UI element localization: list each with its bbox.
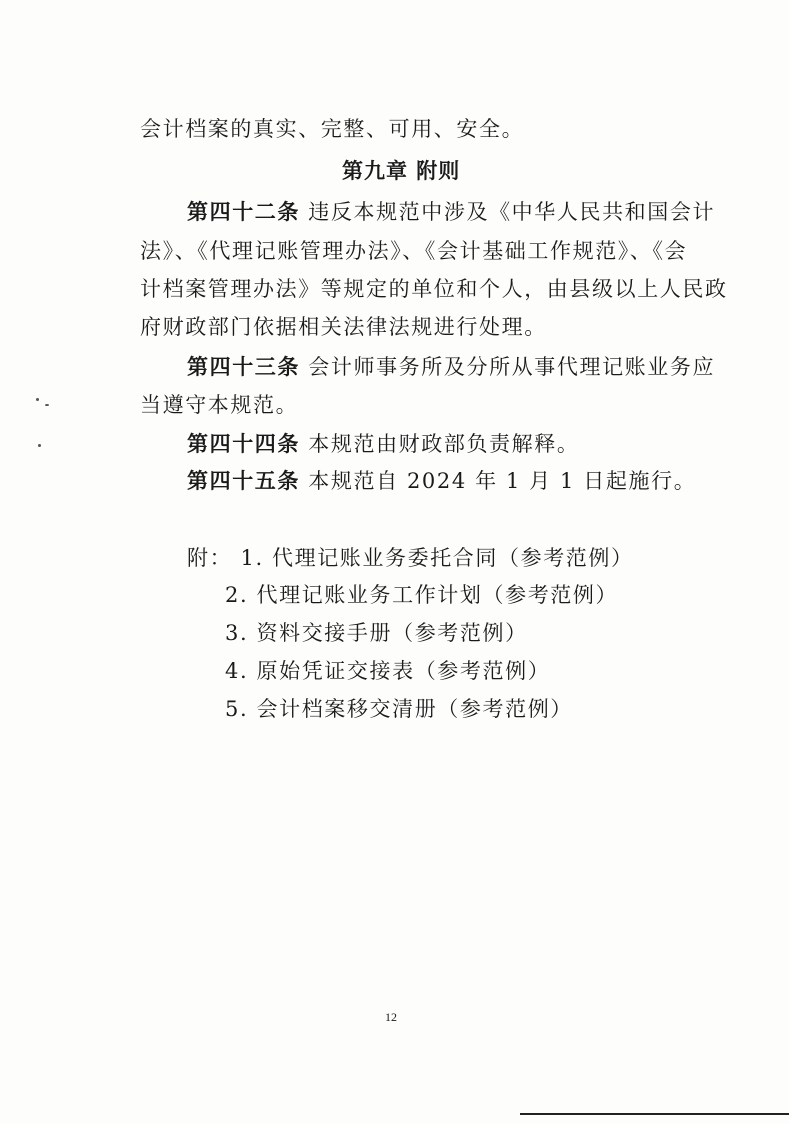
article-45-line-1 <box>187 468 696 494</box>
continuation-text: 会计档案的真实、完整、可用、安全。 <box>140 117 525 141</box>
chapter-heading: 第九章 附则 <box>342 159 461 183</box>
article-45-text: 本规范自 2024 年 1 月 1 日起施行。 <box>308 469 697 493</box>
article-42-text: 违反本规范中涉及《中华人民共和国会计 <box>308 200 716 224</box>
page-number: 12 <box>385 1010 397 1024</box>
appendix-label: 附： <box>187 546 233 570</box>
article-42-line-1 <box>187 199 715 225</box>
article-42-number: 第四十二条 <box>187 200 300 224</box>
appendix-item: 2. 代理记账业务工作计划（参考范例） <box>225 583 619 607</box>
appendix-item: 4. 原始凭证交接表（参考范例） <box>225 659 551 683</box>
article-43-line-1 <box>187 354 715 380</box>
article-43-number: 第四十三条 <box>187 355 300 379</box>
article-44-text: 本规范由财政部负责解释。 <box>308 432 580 456</box>
article-42-line-3: 计档案管理办法》等规定的单位和个人，由县级以上人民政 <box>140 277 728 301</box>
article-42-line-2: 法》、《代理记账管理办法》、《会计基础工作规范》、《会 <box>140 239 688 263</box>
scan-dot <box>36 398 39 401</box>
article-44-number: 第四十四条 <box>187 432 300 456</box>
appendix-item: 5. 会计档案移交清册（参考范例） <box>225 697 573 721</box>
article-44-line-1 <box>187 431 579 457</box>
scan-edge-line <box>520 1113 789 1115</box>
article-43-line-2: 当遵守本规范。 <box>140 393 299 417</box>
appendix-item: 3. 资料交接手册（参考范例） <box>225 621 528 645</box>
appendix-item: 1. 代理记账业务委托合同（参考范例） <box>240 546 634 570</box>
article-45-number: 第四十五条 <box>187 469 300 493</box>
scan-dot <box>45 404 49 406</box>
scan-dot <box>38 444 41 447</box>
article-43-text: 会计师事务所及分所从事代理记账业务应 <box>308 355 716 379</box>
article-42-line-4: 府财政部门依据相关法律法规进行处理。 <box>140 315 547 339</box>
appendix-line-1 <box>187 545 634 571</box>
